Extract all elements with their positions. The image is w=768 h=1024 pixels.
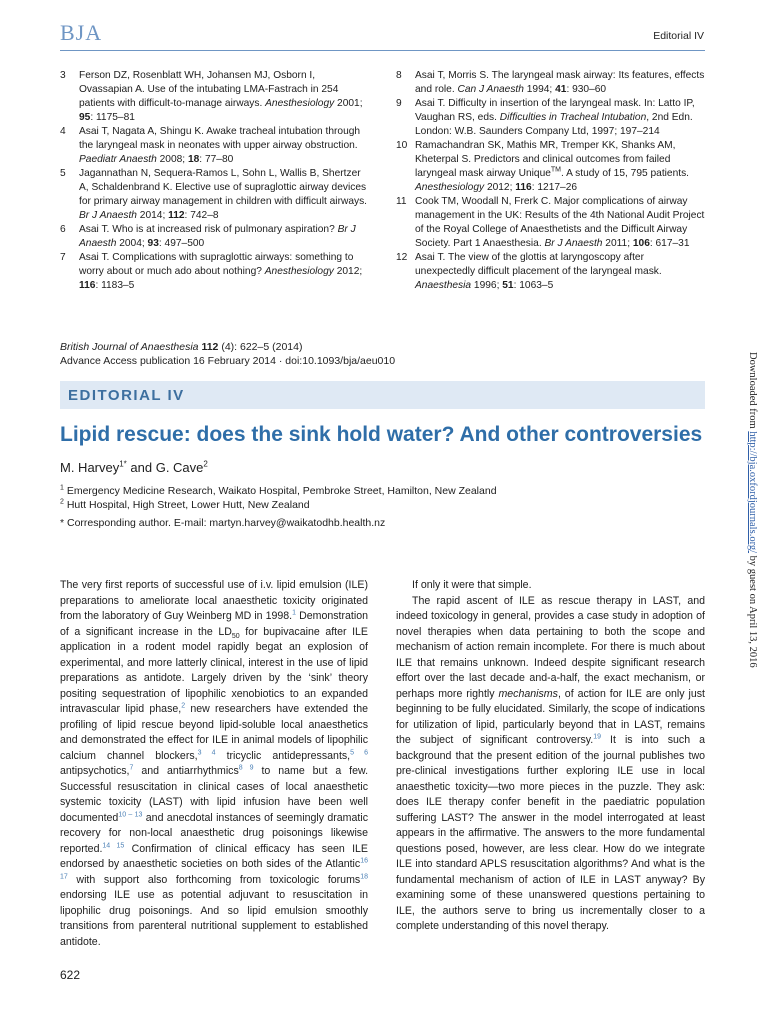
reference-item	[60, 69, 368, 125]
journal-volume: 112	[201, 341, 219, 353]
download-note-prefix: Downloaded from	[747, 352, 758, 432]
publication-info	[60, 340, 395, 368]
citation-marker: 3 4	[197, 748, 216, 756]
reference-text: Asai T, Nagata A, Shingu K. Awake tracheal intubation through the laryngeal mask in neonates with upper airway obstruction. Paediatr Anaesth 2008; 18: 77–80	[79, 126, 361, 165]
citation-marker: 16 17	[60, 857, 368, 880]
body-text: It is into such a background that the present edition of the journal publishes two pre-clinical investigations further exploring ILE use in local anaesthetic toxicity—two more pieces in the puzzle. They ask: does ILE therapy confer benefit in the paediatric population suffering LAST? The answer in the model interrogated at least appears in the affirmative. The answers to the more fundamental questions posed, however, are less clear. How do we integrate ILE into standard APLS resuscitation algorithms? And what is the fundamental mechanism of action of ILE in LAST anyway? By examining some of these unanswered questions pertaining to ILE, the authors serve to bring us incrementally closer to a complete understanding of this novel therapy.	[396, 734, 705, 932]
reference-item	[396, 139, 705, 195]
author-2-marker: 2	[203, 459, 208, 469]
section-banner	[60, 381, 705, 409]
citation-marker: 2	[181, 702, 186, 710]
reference-number: 4	[60, 126, 66, 137]
reference-item	[396, 97, 705, 139]
download-note-link[interactable]: http://bja.oxfordjournals.org/	[747, 431, 758, 554]
citation-marker: 5 6	[350, 748, 369, 756]
section-banner-label: EDITORIAL IV	[68, 387, 185, 404]
reference-number: 6	[60, 224, 66, 235]
journal-issue-pages: (4): 622–5 (2014)	[218, 341, 303, 353]
citation-marker: 7	[129, 764, 134, 772]
reference-item	[396, 251, 705, 293]
journal-name: British Journal of Anaesthesia	[60, 341, 199, 353]
body-left-column	[60, 578, 368, 950]
references-left-column	[60, 69, 368, 293]
body-text: new researchers have extended the profiling of lipid rescue beyond lipid-soluble local anaesthetics and demonstrated the effect for ILE in animal models of lipophilic calcium channel blockers,	[60, 703, 368, 762]
reference-item	[60, 125, 368, 167]
author-line	[60, 460, 208, 475]
reference-number: 8	[396, 70, 402, 81]
reference-text: Cook TM, Woodall N, Frerk C. Major complications of airway management in the UK: Results of the 4th National Audit Project of the Royal College of Anaesthetists and the Difficult Airway Society. Part 1 Anaesthesia. Br J Anaesth 2011; 106: 617–31	[415, 196, 705, 249]
body-text: for bupivacaine after ILE application in a rodent model rapidly begat an explosion of experimental, and more latterly clinical, interest in the use of lipid preparations as antidote. Largely driven by the ‘sink’ theory positing sequestration of lipophilic xenobiotics to an expanded intravascular lipid phase,	[60, 625, 368, 715]
body-left-paragraph	[60, 578, 368, 950]
citation-marker: 10 – 13	[118, 810, 143, 818]
reference-item	[60, 223, 368, 251]
body-right-intro: If only it were that simple.	[412, 579, 532, 591]
reference-text: Jagannathan N, Sequera-Ramos L, Sohn L, Wallis B, Shertzer A, Schaldenbrand K. Elective use of supraglottic airway devices for primary airway management in children with difficult airways. Br J Anaesth 2014; 112: 742–8	[79, 168, 368, 221]
reference-text: Asai T. Complications with supraglottic airways: something to worry about or much ado about nothing? Anesthesiology 2012; 116: 1183–5	[79, 252, 363, 291]
body-text: , of action for ILE are only just beginning to be fully elucidated. Similarly, the scope of indications for utilization of lipid, particularly beyond that in LAST, remains the subject of significant controversy.	[396, 687, 705, 746]
reference-number: 5	[60, 168, 66, 179]
reference-text: Asai T. The view of the glottis at laryngoscopy after unexpectedly difficult placement of the laryngeal mask. Anaesthesia 1996; 51: 1063–5	[415, 252, 662, 291]
body-text: Demonstration of a significant increase in the LD	[60, 610, 368, 638]
corresponding-author: * Corresponding author. E-mail: martyn.harvey@waikatodhb.health.nz	[60, 517, 386, 529]
body-text: The rapid ascent of ILE as rescue therapy in LAST, and indeed toxicology in general, provides a case study in adoption of novel therapies when data pertaining to both the scope and mechanism of action remain incomplete. For there is much about ILE that remains unknown. Indeed despite significant research effort over the last decade and-a-half, the exact mechanism, or perhaps more rightly	[396, 594, 705, 700]
references-right-column	[396, 69, 705, 293]
download-note	[742, 352, 758, 712]
citation-marker: 19	[593, 733, 602, 741]
affiliation-1: $^1$ Emergency Medicine Research, Waikato Hospital, Pembroke Street, Hamilton, New Zealand	[60, 484, 497, 497]
reference-item	[396, 195, 705, 251]
reference-item	[396, 69, 705, 97]
body-text: to name but a few. Successful resuscitation in clinical cases of local anaesthetic systemic toxicity (LAST) with lipid infusion have been well documented	[60, 765, 369, 824]
reference-number: 10	[396, 140, 408, 151]
citation-marker: 18	[360, 872, 368, 880]
body-text: 50	[231, 632, 240, 640]
citation-marker: 1	[292, 609, 297, 617]
reference-item	[60, 251, 368, 293]
body-text: tricyclic antidepressants,	[215, 749, 351, 762]
reference-text: Asai T, Morris S. The laryngeal mask airway: Its features, effects and role. Can J Anaesth 1994; 41: 930–60	[415, 70, 705, 95]
reference-item	[60, 167, 368, 223]
advance-access-line: Advance Access publication 16 February 2014 · doi:10.1093/bja/aeu010	[60, 355, 396, 367]
reference-text: Ramachandran SK, Mathis MR, Tremper KK, Shanks AM, Kheterpal S. Predictors and clinical outcomes from failed laryngeal mask airway Unique™. A study of 15, 795 patients. Anesthesiology 2012; 116: 1217–26	[415, 140, 690, 193]
author-1: M. Harvey	[60, 460, 120, 475]
article-title: Lipid rescue: does the sink hold water? And other controversies	[60, 423, 703, 446]
body-text: and anecdotal instances of seemingly dramatic recovery for non-local anaesthetic drug poisonings likewise reported.	[60, 811, 368, 855]
journal-logo: BJA	[60, 20, 103, 45]
body-right-paragraph	[396, 594, 705, 935]
reference-text: Asai T. Difficulty in insertion of the laryngeal mask. In: Latto IP, Vaughan RS, eds. Difficulties in Tracheal Intubation, 2nd Edn. London: W.B. Saunders Company Ltd, 1997; 197–214	[415, 98, 695, 137]
reference-number: 9	[396, 98, 402, 109]
author-1-marker: 1*	[119, 459, 127, 469]
header-rule	[60, 50, 705, 51]
reference-number: 12	[396, 252, 408, 263]
reference-number: 3	[60, 70, 66, 81]
body-text: with support also forthcoming from toxicologic forums	[67, 873, 361, 886]
body-right-column	[396, 578, 705, 935]
running-head: Editorial IV	[653, 30, 704, 42]
author-2: and G. Cave	[126, 460, 204, 475]
citation-marker: 8 9	[238, 764, 254, 772]
reference-number: 7	[60, 252, 66, 263]
reference-number: 11	[396, 196, 407, 207]
body-text: and antiarrhythmics	[133, 765, 239, 777]
citation-marker: 14 15	[102, 841, 125, 849]
body-text: mechanisms	[498, 687, 558, 700]
download-note-suffix: by guest on April 13, 2016	[747, 553, 758, 668]
reference-text: Ferson DZ, Rosenblatt WH, Johansen MJ, Osborn I, Ovassapian A. Use of the intubating LMA-Fastrach in 254 patients with difficult-to-manage airways. Anesthesiology 2001; 95: 1175–81	[79, 70, 363, 123]
body-text: Confirmation of clinical efficacy has seen ILE endorsed by anaesthetic societies on both sides of the Atlantic	[60, 842, 368, 870]
body-text: The very first reports of successful use of i.v. lipid emulsion (ILE) preparations to ameliorate local anaesthetic toxicity originated from the laboratory of Guy Weinberg MD in 1998.	[60, 579, 368, 622]
body-text: endorsing ILE use as potential adjuvant to resuscitation in lipophilic drug poisonings. And so lipid emulsion smoothly transitions from parenteral nutritional supplement to established antidote.	[60, 889, 368, 948]
reference-text: Asai T. Who is at increased risk of pulmonary aspiration? Br J Anaesth 2004; 93: 497–500	[79, 224, 356, 249]
page-number: 622	[60, 968, 81, 982]
body-text: antipsychotics,	[60, 765, 130, 777]
affiliation-2: $^2$ Hutt Hospital, High Street, Lower Hutt, New Zealand	[60, 498, 310, 511]
